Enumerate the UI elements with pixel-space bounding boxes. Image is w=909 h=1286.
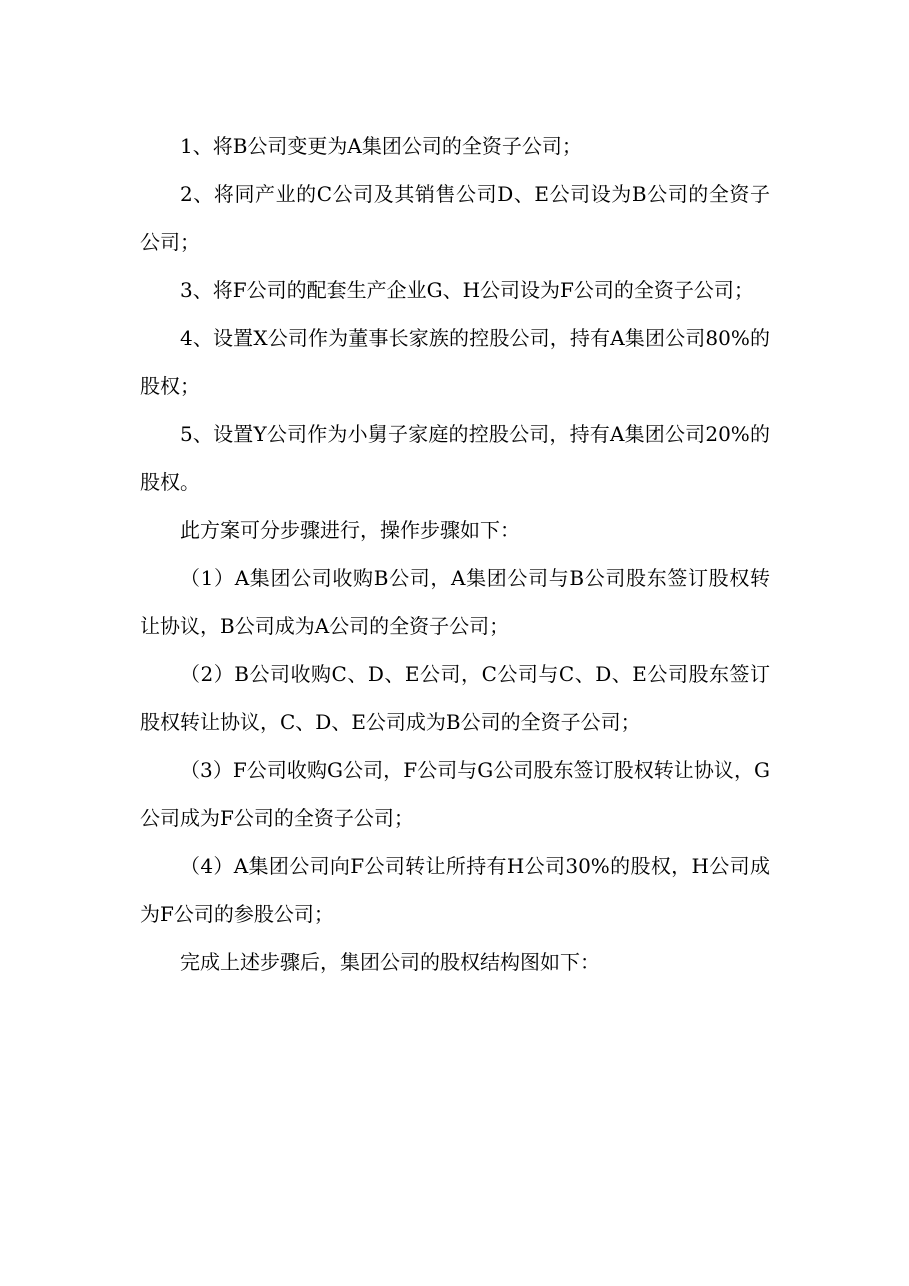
- paragraph-item-1: 1、将B公司变更为A集团公司的全资子公司；: [180, 134, 582, 158]
- paragraph-item-5: 5、设置Y公司作为小舅子家庭的控股公司，持有A集团公司20%的股权。: [140, 422, 770, 494]
- paragraph-step-4: （4）A集团公司向F公司转让所持有H公司30%的股权，H公司成为F公司的参股公司；: [140, 854, 770, 926]
- paragraph-steps-intro: 此方案可分步骤进行，操作步骤如下：: [180, 518, 520, 542]
- paragraph-item-2: 2、将同产业的C公司及其销售公司D、E公司设为B公司的全资子公司；: [140, 182, 770, 254]
- document-body: [140, 122, 770, 986]
- paragraph-item-3: 3、将F公司的配套生产企业G、H公司设为F公司的全资子公司；: [180, 278, 754, 302]
- paragraph-step-3: （3）F公司收购G公司，F公司与G公司股东签订股权转让协议，G公司成为F公司的全资子公司；: [140, 758, 770, 830]
- paragraph-item-4: 4、设置X公司作为董事长家族的控股公司，持有A集团公司80%的股权；: [140, 326, 770, 398]
- paragraph-step-2: （2）B公司收购C、D、E公司，C公司与C、D、E公司股东签订股权转让协议，C、D、E公司成为B公司的全资子公司；: [140, 662, 770, 734]
- paragraph-conclusion: 完成上述步骤后，集团公司的股权结构图如下：: [180, 950, 600, 974]
- paragraph-step-1: （1）A集团公司收购B公司，A集团公司与B公司股东签订股权转让协议，B公司成为A公司的全资子公司；: [140, 566, 770, 638]
